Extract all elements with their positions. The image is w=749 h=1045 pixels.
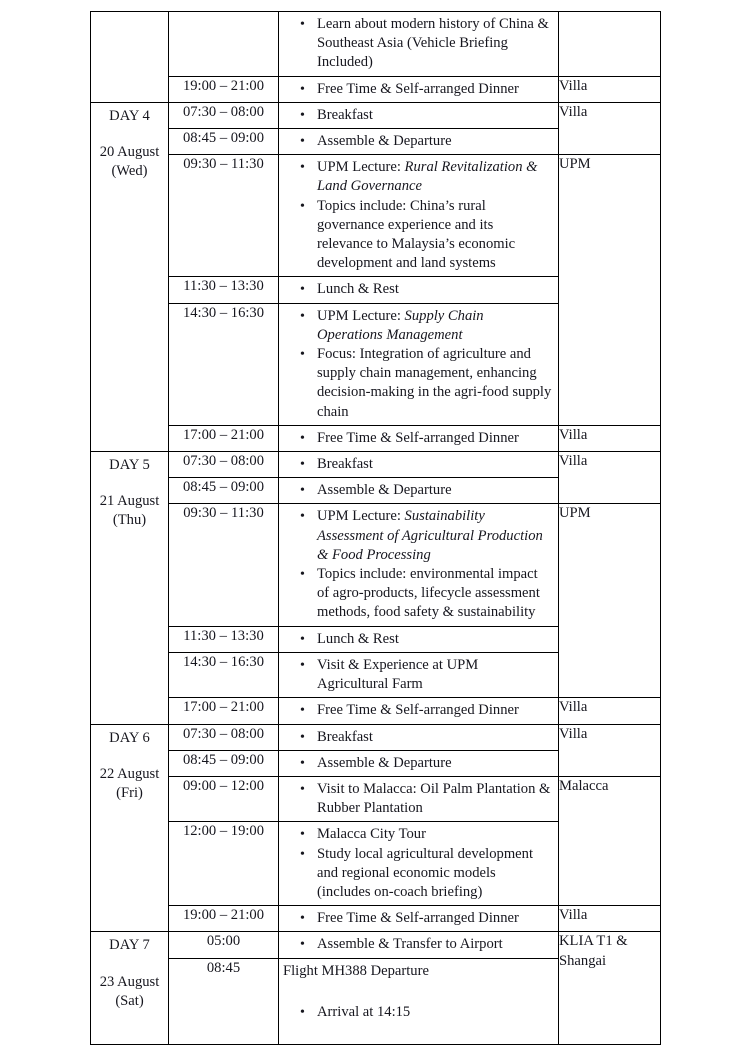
activity-cell <box>279 504 559 626</box>
activity-bullet-list <box>279 304 558 425</box>
activity-cell-flight <box>279 958 559 1044</box>
activity-bullet-list <box>279 103 558 128</box>
venue-cell: UPM <box>559 504 661 698</box>
lecture-prefix: UPM Lecture: <box>317 508 405 525</box>
day-date: 22 August <box>99 765 160 782</box>
table-row <box>91 425 661 451</box>
activity-bullet-list <box>279 627 558 652</box>
time-cell: 08:45 – 09:00 <box>169 478 279 504</box>
time-cell: 08:45 – 09:00 <box>169 129 279 155</box>
list-item: • Visit to Malacca: Oil Palm Plantation & Rubber Plantation <box>279 780 552 818</box>
list-item: • Free Time & Self-arranged Dinner <box>279 429 552 448</box>
day-cell-day-7 <box>91 932 169 1045</box>
time-cell: 09:30 – 11:30 <box>169 504 279 626</box>
time-cell: 14:30 – 16:30 <box>169 652 279 697</box>
list-item: • Arrival at 14:15 <box>279 1003 552 1022</box>
venue-cell-empty <box>559 12 661 77</box>
activity-bullet-list <box>279 77 558 102</box>
activity-bullet-list <box>279 277 558 302</box>
activity-bullet-list <box>279 12 558 76</box>
list-item: • Assemble & Departure <box>279 132 552 151</box>
activity-bullet-list <box>279 751 558 776</box>
venue-cell: Villa <box>559 452 661 504</box>
list-item: • Free Time & Self-arranged Dinner <box>279 701 552 720</box>
activity-cell <box>279 652 559 697</box>
list-item: • Lunch & Rest <box>279 630 552 649</box>
time-cell: 17:00 – 21:00 <box>169 425 279 451</box>
activity-cell <box>279 425 559 451</box>
list-item: • Lunch & Rest <box>279 280 552 299</box>
activity-cell <box>279 12 559 77</box>
list-item: • Assemble & Departure <box>279 754 552 773</box>
list-item: • Free Time & Self-arranged Dinner <box>279 909 552 928</box>
activity-bullet-list <box>279 426 558 451</box>
day-weekday: (Thu) <box>112 512 147 529</box>
activity-cell <box>279 932 559 958</box>
activity-bullet-list <box>279 155 558 276</box>
day-date: 23 August <box>99 973 160 990</box>
day-cell-day-6 <box>91 724 169 932</box>
activity-cell <box>279 478 559 504</box>
list-item: • Breakfast <box>279 455 552 474</box>
day-title: DAY 6 <box>109 729 150 746</box>
activity-cell <box>279 698 559 724</box>
activity-cell <box>279 452 559 478</box>
day-date: 21 August <box>99 493 160 510</box>
time-cell: 19:00 – 21:00 <box>169 76 279 102</box>
venue-cell: Villa <box>559 698 661 724</box>
day-weekday: (Sat) <box>115 992 144 1009</box>
venue-cell: KLIA T1 & Shangai <box>559 932 661 1045</box>
activity-bullet-list <box>279 698 558 723</box>
time-cell: 12:00 – 19:00 <box>169 822 279 906</box>
activity-cell <box>279 724 559 750</box>
lecture-prefix: UPM Lecture: <box>317 159 405 176</box>
list-item: • Topics include: environmental impact of agro-products, lifecycle assessment methods, food safety & sustainability <box>279 565 552 623</box>
time-cell: 14:30 – 16:30 <box>169 303 279 425</box>
table-row <box>91 906 661 932</box>
table-row <box>91 452 661 478</box>
venue-cell: Villa <box>559 76 661 102</box>
flight-departure-text: Flight MH388 Departure <box>283 962 429 979</box>
table-row <box>91 698 661 724</box>
activity-cell <box>279 303 559 425</box>
time-cell-empty <box>169 12 279 77</box>
activity-cell <box>279 155 559 277</box>
table-row <box>91 12 661 77</box>
activity-bullet-list <box>279 1000 558 1025</box>
lecture-title: Sustainability Assessment of Agricultural Production & Food Processing <box>317 508 543 563</box>
table-row <box>91 776 661 821</box>
list-item: • Topics include: China’s rural governance experience and its relevance to Malaysia’s economic development and land systems <box>279 197 552 274</box>
activity-bullet-list <box>279 504 558 625</box>
time-cell: 07:30 – 08:00 <box>169 724 279 750</box>
day-cell-day-5 <box>91 452 169 724</box>
day-cell-continued <box>91 12 169 103</box>
activity-cell <box>279 750 559 776</box>
lecture-title: Supply Chain Operations Management <box>317 307 484 343</box>
day-weekday: (Wed) <box>111 163 148 180</box>
list-item: • Malacca City Tour <box>279 825 552 844</box>
time-cell: 05:00 <box>169 932 279 958</box>
activity-cell <box>279 277 559 303</box>
activity-bullet-list <box>279 452 558 477</box>
venue-cell: Villa <box>559 425 661 451</box>
activity-bullet-list <box>279 129 558 154</box>
list-item: • Learn about modern history of China & Southeast Asia (Vehicle Briefing Included) <box>279 15 552 73</box>
activity-bullet-list <box>279 932 558 957</box>
venue-cell: Villa <box>559 906 661 932</box>
day-title: DAY 4 <box>109 107 150 124</box>
list-item: • Visit & Experience at UPM Agricultural Farm <box>279 656 552 694</box>
time-cell: 07:30 – 08:00 <box>169 452 279 478</box>
venue-cell: Malacca <box>559 776 661 905</box>
activity-cell <box>279 906 559 932</box>
activity-bullet-list <box>279 653 558 697</box>
list-item <box>279 158 552 196</box>
activity-cell <box>279 102 559 128</box>
activity-bullet-list <box>279 777 558 821</box>
venue-cell: UPM <box>559 155 661 426</box>
time-cell: 11:30 – 13:30 <box>169 277 279 303</box>
time-cell: 09:30 – 11:30 <box>169 155 279 277</box>
table-row <box>91 102 661 128</box>
activity-cell <box>279 626 559 652</box>
lecture-prefix: UPM Lecture: <box>317 307 405 324</box>
time-cell: 17:00 – 21:00 <box>169 698 279 724</box>
venue-cell: Villa <box>559 102 661 154</box>
list-item <box>279 307 552 345</box>
list-item: • Assemble & Departure <box>279 481 552 500</box>
activity-cell <box>279 129 559 155</box>
time-cell: 11:30 – 13:30 <box>169 626 279 652</box>
time-cell: 09:00 – 12:00 <box>169 776 279 821</box>
time-cell: 07:30 – 08:00 <box>169 102 279 128</box>
activity-bullet-list <box>279 906 558 931</box>
time-cell: 08:45 <box>169 958 279 1044</box>
list-item: • Study local agricultural development and regional economic models (includes on-coach briefing) <box>279 845 552 903</box>
activity-bullet-list <box>279 725 558 750</box>
day-title: DAY 7 <box>109 937 150 954</box>
table-row <box>91 76 661 102</box>
list-item: • Assemble & Transfer to Airport <box>279 935 552 954</box>
activity-cell <box>279 822 559 906</box>
lecture-title: Rural Revitalization & Land Governance <box>317 159 538 195</box>
day-date: 20 August <box>99 144 160 161</box>
table-row <box>91 932 661 958</box>
list-item <box>279 507 552 565</box>
table-row <box>91 504 661 626</box>
table-row <box>91 724 661 750</box>
table-row <box>91 155 661 277</box>
activity-bullet-list <box>279 478 558 503</box>
time-cell: 08:45 – 09:00 <box>169 750 279 776</box>
list-item: • Focus: Integration of agriculture and supply chain management, enhancing decision-making in the agri-food supply chain <box>279 345 552 422</box>
blank-line <box>279 1025 558 1044</box>
activity-cell <box>279 76 559 102</box>
itinerary-table <box>90 11 661 1045</box>
activity-bullet-list <box>279 822 558 905</box>
day-title: DAY 5 <box>109 457 150 474</box>
list-item: • Breakfast <box>279 106 552 125</box>
list-item: • Breakfast <box>279 728 552 747</box>
list-item: • Free Time & Self-arranged Dinner <box>279 80 552 99</box>
venue-cell: Villa <box>559 724 661 776</box>
day-cell-day-4 <box>91 102 169 451</box>
day-weekday: (Fri) <box>116 784 143 801</box>
activity-cell <box>279 776 559 821</box>
time-cell: 19:00 – 21:00 <box>169 906 279 932</box>
blank-line <box>279 981 558 1000</box>
